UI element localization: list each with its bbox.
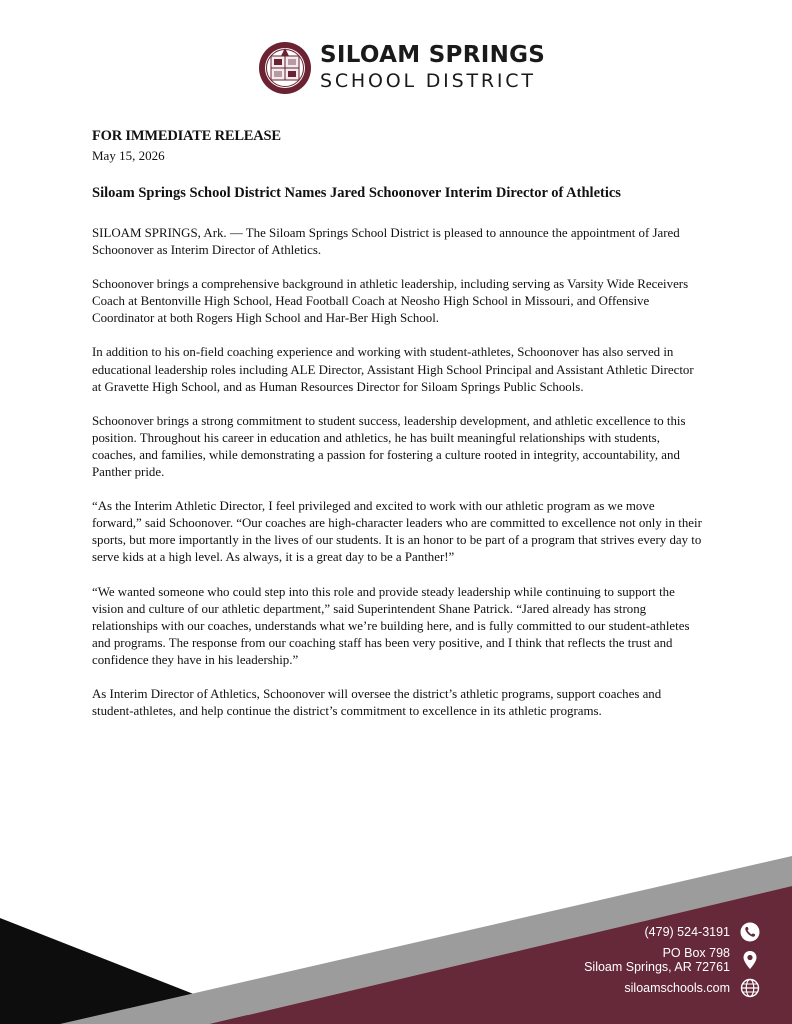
body-paragraph: As Interim Director of Athletics, Schoonover will oversee the district’s athletic programs, support coaches and student-athletes, and help continue the district’s commitment to excellence in its athletic programs. — [92, 686, 662, 719]
press-release-body — [92, 225, 704, 737]
address-line2: Siloam Springs, AR 72761 — [584, 960, 730, 974]
body-paragraph: SILOAM SPRINGS, Ark. — The Siloam Springs School District is pleased to announce the appointment of Jared Schoonover as Interim Director of Athletics. — [92, 226, 680, 258]
globe-icon — [740, 978, 760, 998]
phone-icon — [740, 922, 760, 942]
contact-address — [584, 946, 760, 974]
body-paragraph: In addition to his on-field coaching experience and working with student-athletes, Schoonover has also served in educational leadership roles including ALE Director, Assistant High School Principal and Assistant Athletic Director at Gravette High School, and as Human Resources Director for Siloam Springs Public Schools. — [92, 345, 694, 394]
website-link[interactable]: siloamschools.com — [624, 981, 730, 995]
headline: Siloam Springs School District Names Jared Schoonover Interim Director of Athletics — [92, 185, 621, 201]
district-seal-icon — [258, 40, 312, 96]
body-paragraph: “We wanted someone who could step into this role and provide steady leadership while continuing to support the vision and culture of our athletic department,” said Superintendent Shane Patrick. “Jared already has strong relationships with our coaches, understands what we’re building here, and is fully committed to our student-athletes and programs. The response from our coaching staff has been very positive, and I think that reflects the trust and confidence they have in his leadership.” — [92, 584, 690, 667]
body-paragraph: Schoonover brings a strong commitment to student success, leadership development, and athletic excellence to this position. Throughout his career in education and athletics, he has built meaningful relationships with students, coaches, and families, while demonstrating a passion for fostering a culture rooted in integrity, accountability, and Panther pride. — [92, 413, 686, 480]
phone-number: (479) 524-3191 — [644, 925, 730, 939]
district-name-line2: SCHOOL DISTRICT — [320, 70, 536, 92]
release-date: May 15, 2026 — [92, 148, 165, 163]
letterhead — [258, 40, 548, 98]
body-paragraph: Schoonover brings a comprehensive background in athletic leadership, including serving as Varsity Wide Receivers Coach at Bentonville High School, Head Football Coach at Neosho High School in Missouri, and Offensive Coordinator at both Rogers High School and Har-Ber High School. — [92, 277, 689, 326]
contact-website — [624, 978, 760, 998]
body-paragraph: “As the Interim Athletic Director, I feel privileged and excited to work with our athletic program as we move forward,” said Schoonover. “Our coaches are high-character leaders who are committed to excellence not only in their sports, but more importantly in the lives of our students. It is an honor to be part of a program that strives every day to serve kids at a high level. As always, it is a great day to be a Panther!” — [92, 499, 702, 565]
contact-phone — [645, 922, 760, 942]
release-label: FOR IMMEDIATE RELEASE — [92, 128, 281, 144]
district-name-line1: SILOAM SPRINGS — [320, 42, 546, 68]
location-pin-icon — [740, 950, 760, 970]
address-line1: PO Box 798 — [662, 946, 730, 960]
